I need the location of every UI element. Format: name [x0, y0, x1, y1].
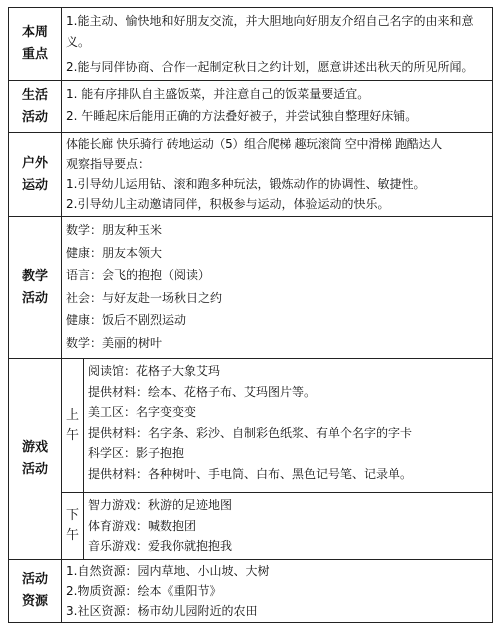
teaching-item: 语言：会飞的抱抱（阅读）: [66, 268, 211, 282]
label-afternoon: 下 午: [62, 493, 84, 560]
game-afternoon-item: 智力游戏：秋游的足迹地图: [88, 498, 233, 512]
life-line-1: 1. 能有序排队自主盛饭菜，并注意自己的饭菜量要适宜。: [66, 87, 370, 101]
resource-item: 1.自然资源：园内草地、小山坡、大树: [66, 563, 270, 578]
teaching-item: 数学：美丽的树叶: [66, 335, 163, 350]
row-game-activities-afternoon: [9, 493, 493, 560]
header-weekly-focus: 本周 重点: [9, 8, 62, 81]
header-outdoor-sports: 户外 运动: [9, 133, 62, 217]
game-morning-item: 美工区：名字变变变: [88, 405, 197, 419]
game-morning-item: 阅读馆：花格子大象艾玛: [88, 364, 221, 378]
header-game-activities: 游戏 活动: [9, 359, 62, 560]
row-activity-resources: [9, 559, 493, 622]
life-line-2: 2. 午睡起床后能用正确的方法叠好被子，并尝试独自整理好床铺。: [66, 109, 418, 123]
resource-item: 2.物质资源：绘本《重阳节》: [66, 583, 222, 598]
focus-line-2: 2.能与同伴协商、合作一起制定秋日之约计划，愿意讲述出秋天的所见所闻。: [66, 60, 474, 74]
content-life-activities: [62, 81, 493, 133]
game-morning-item: 提供材料：名字条、彩沙、自制彩色纸浆、有单个名字的字卡: [88, 425, 413, 440]
game-afternoon-item: 音乐游戏：爱我你就抱抱我: [88, 539, 233, 553]
outdoor-line-3: 1.引导幼儿运用钻、滚和跑多种玩法，锻炼动作的协调性、敏捷性。: [66, 177, 426, 191]
row-outdoor-sports: [9, 133, 493, 217]
weekly-plan-table: [8, 7, 493, 623]
game-morning-item: 提供材料：各种树叶、手电筒、白布、黑色记号笔、记录单。: [88, 466, 413, 481]
game-morning-item: 科学区：影子抱抱: [88, 446, 185, 460]
game-morning-item: 提供材料：绘本、花格子布、艾玛图片等。: [88, 384, 317, 399]
content-game-morning: [84, 359, 493, 493]
outdoor-line-2: 观察指导要点：: [66, 157, 151, 171]
teaching-item: 社会：与好友赴一场秋日之约: [66, 290, 223, 305]
label-morning: 上 午: [62, 359, 84, 493]
teaching-item: 数学：朋友种玉米: [66, 223, 163, 237]
content-game-afternoon: [84, 493, 493, 560]
game-afternoon-item: 体育游戏：喊数抱团: [88, 518, 197, 533]
header-teaching-activities: 教学 活动: [9, 217, 62, 359]
focus-line-1: 1.能主动、愉快地和好朋友交流，并大胆地向好朋友介绍自己名字的由来和意义。: [66, 14, 474, 49]
header-activity-resources: 活动 资源: [9, 559, 62, 622]
content-teaching-activities: [62, 217, 493, 359]
row-life-activities: [9, 81, 493, 133]
outdoor-line-4: 2.引导幼儿主动邀请同伴，积极参与运动，体验运动的快乐。: [66, 197, 390, 211]
content-weekly-focus: [62, 8, 493, 81]
resource-item: 3.社区资源：杨市幼儿园附近的农田: [66, 603, 258, 618]
outdoor-line-1: 体能长廊 快乐骑行 砖地运动（5）组合爬梯 趣玩滚筒 空中滑梯 跑酷达人: [66, 137, 442, 151]
content-outdoor-sports: [62, 133, 493, 217]
content-activity-resources: [62, 559, 493, 622]
teaching-item: 健康：朋友本领大: [66, 245, 163, 260]
row-teaching-activities: [9, 217, 493, 359]
header-life-activities: 生活 活动: [9, 81, 62, 133]
teaching-item: 健康：饭后不剧烈运动: [66, 313, 187, 327]
row-game-activities-morning: [9, 359, 493, 493]
row-weekly-focus: [9, 8, 493, 81]
